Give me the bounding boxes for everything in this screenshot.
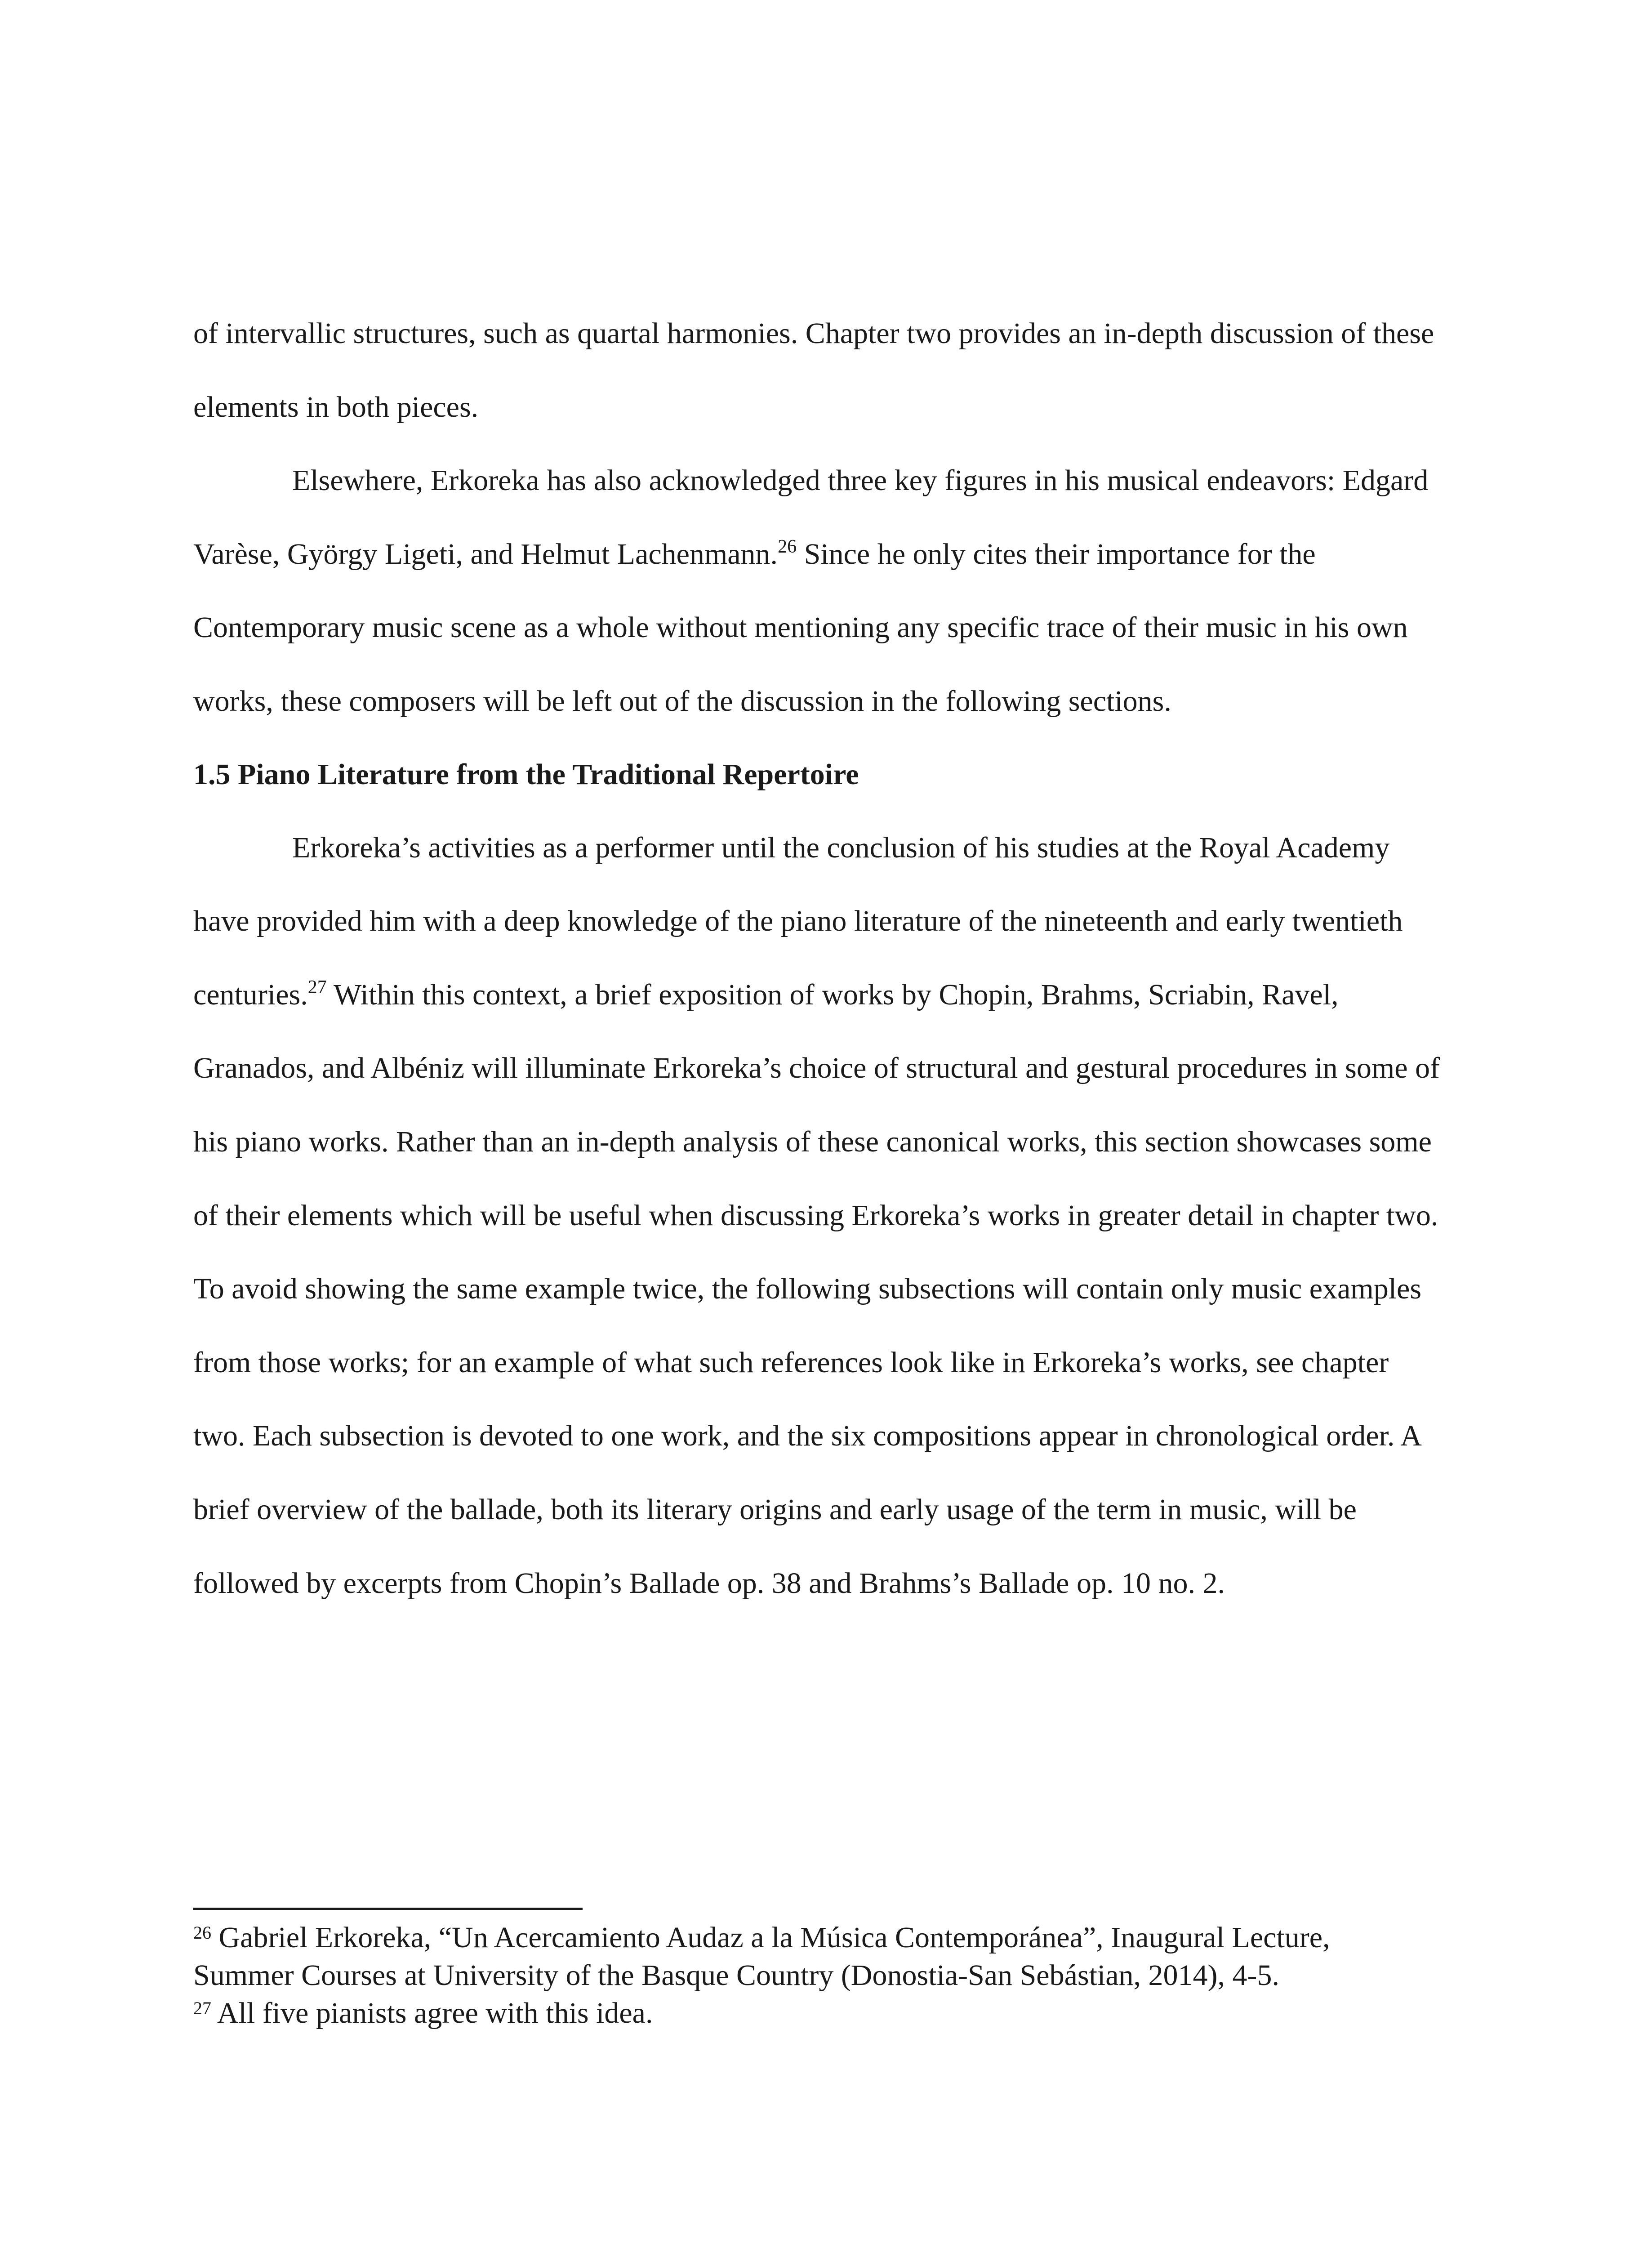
- footnote-number: 27: [193, 1998, 211, 2018]
- footnote-26: [193, 1919, 1497, 1957]
- paragraph-text: Since he only cites their importance for the Contemporary music scene as a whole without mentioning any specific trace of their music in his own works, these composers will be left out of the discussion in the following sections.: [193, 537, 1408, 718]
- body-text: [193, 297, 1447, 1620]
- footnote-26-continuation: Summer Courses at University of the Basque Country (Donostia-San Sebástian, 2014), 4-5.: [193, 1959, 1279, 1992]
- footnotes: [193, 1919, 1497, 2032]
- footnote-text: All five pianists agree with this idea.: [211, 1997, 653, 2029]
- footnote-divider: [193, 1908, 583, 1910]
- paragraph-text: Erkoreka’s activities as a performer until the conclusion of his studies at the Royal Academy have provided him with a deep knowledge of the piano literature of the nineteenth and early twentieth centuries.: [193, 831, 1403, 1011]
- paragraph-piano-literature: [193, 811, 1447, 1620]
- footnote-text: Gabriel Erkoreka, “Un Acercamiento Audaz a la Música Contemporánea”, Inaugural Lecture,: [211, 1921, 1330, 1954]
- footnote-number: 26: [193, 1922, 211, 1943]
- footnote-27: [193, 1994, 1497, 2032]
- footnote-reference-26[interactable]: 26: [778, 536, 797, 557]
- section-heading: 1.5 Piano Literature from the Traditional Repertoire: [193, 758, 859, 791]
- paragraph-text: Within this context, a brief exposition of works by Chopin, Brahms, Scriabin, Ravel, Granados, and Albéniz will illuminate Erkoreka’s choice of structural and gestural procedures in some of his piano works. Rather than an in-depth analysis of these canonical works, this section showcases some of their elements which will be useful when discussing Erkoreka’s works in greater detail in chapter two. To avoid showing the same example twice, the following subsections will contain only music examples from those works; for an example of what such references look like in Erkoreka’s works, see chapter two. Each subsection is devoted to one work, and the six compositions appear in chronological order. A brief overview of the ballade, both its literary origins and early usage of the term in music, will be followed by excerpts from Chopin’s Ballade op. 38 and Brahms’s Ballade op. 10 no. 2.: [193, 978, 1440, 1600]
- paragraph-text: Elsewhere, Erkoreka has also acknowledged three key figures in his musical endeavors: Edgard Varèse, György Ligeti, and Helmut Lachenmann.: [193, 464, 1429, 571]
- paragraph-continuation: of intervallic structures, such as quartal harmonies. Chapter two provides an in-depth discussion of these elements in both pieces.: [193, 317, 1434, 424]
- footnote-reference-27[interactable]: 27: [307, 977, 327, 998]
- paragraph-key-figures: [193, 444, 1447, 738]
